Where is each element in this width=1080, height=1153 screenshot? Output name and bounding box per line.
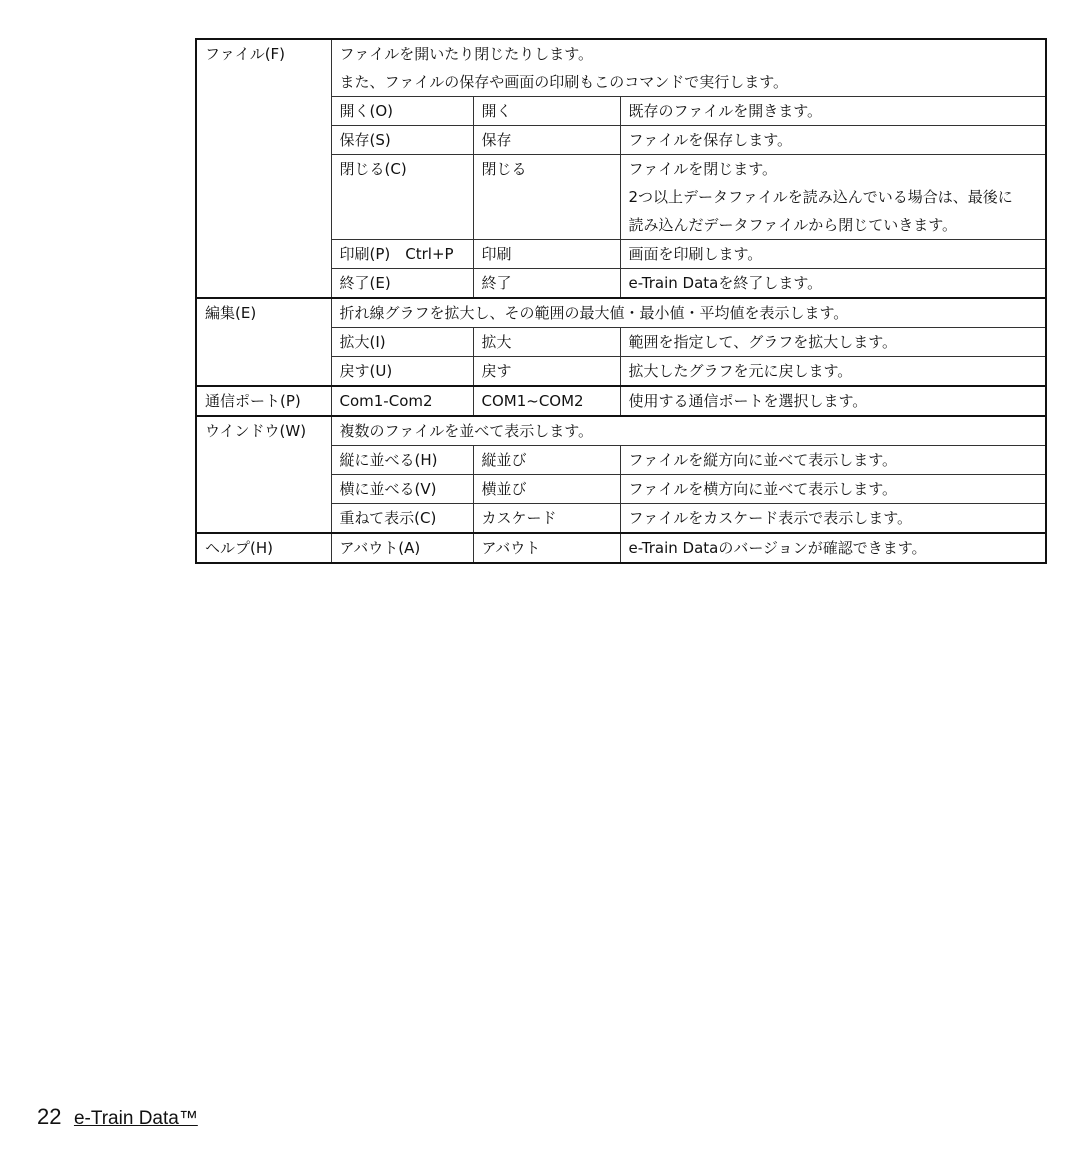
toolbar-cell: 終了 [473,269,620,299]
toolbar-cell: 閉じる [473,155,620,240]
toolbar-cell: 開く [473,97,620,126]
toolbar-cell: アバウト [473,533,620,563]
description-cell: 既存のファイルを開きます。 [620,97,1046,126]
page-footer [37,1104,198,1130]
command-cell: 開く(O) [331,97,473,126]
description-cell: 使用する通信ポートを選択します。 [620,386,1046,416]
description-cell: e-Train Dataのバージョンが確認できます。 [620,533,1046,563]
file-description: ファイルを開いたり閉じたりします。 [331,39,1046,68]
command-cell: 印刷(P) Ctrl+P [331,240,473,269]
command-cell: 終了(E) [331,269,473,299]
edit-description: 折れ線グラフを拡大し、その範囲の最大値・最小値・平均値を表示します。 [331,298,1046,328]
description-cell: ファイルを横方向に並べて表示します。 [620,475,1046,504]
table-row [196,298,1046,328]
command-cell: 保存(S) [331,126,473,155]
page-number: 22 [37,1104,62,1129]
table-row [196,386,1046,416]
menu-name-edit: 編集(E) [196,298,331,386]
menu-name-help: ヘルプ(H) [196,533,331,563]
toolbar-cell: 戻す [473,357,620,387]
toolbar-cell: 縦並び [473,446,620,475]
description-cell-continued: 2つ以上データファイルを読み込んでいる場合は、最後に [620,183,1046,211]
file-description-continued: また、ファイルの保存や画面の印刷もこのコマンドで実行します。 [331,68,1046,97]
toolbar-cell: 印刷 [473,240,620,269]
command-cell: 横に並べる(V) [331,475,473,504]
command-cell: 戻す(U) [331,357,473,387]
command-cell: Com1-Com2 [331,386,473,416]
description-cell: e-Train Dataを終了します。 [620,269,1046,299]
toolbar-cell: 保存 [473,126,620,155]
description-cell-continued: 読み込んだデータファイルから閉じていきます。 [620,211,1046,240]
menu-name-file: ファイル(F) [196,39,331,298]
menu-name-port: 通信ポート(P) [196,386,331,416]
description-cell: 画面を印刷します。 [620,240,1046,269]
description-cell: ファイルを閉じます。 [620,155,1046,184]
toolbar-cell: カスケード [473,504,620,534]
command-cell: 重ねて表示(C) [331,504,473,534]
menu-name-window: ウインドウ(W) [196,416,331,533]
window-description: 複数のファイルを並べて表示します。 [331,416,1046,446]
description-cell: ファイルを保存します。 [620,126,1046,155]
command-cell: 閉じる(C) [331,155,473,240]
toolbar-cell: COM1~COM2 [473,386,620,416]
description-cell: 拡大したグラフを元に戻します。 [620,357,1046,387]
table-row [196,416,1046,446]
table-row [196,39,1046,68]
command-cell: アバウト(A) [331,533,473,563]
description-cell: ファイルを縦方向に並べて表示します。 [620,446,1046,475]
menu-reference-table [195,38,1047,564]
toolbar-cell: 横並び [473,475,620,504]
command-cell: 拡大(I) [331,328,473,357]
command-cell: 縦に並べる(H) [331,446,473,475]
toolbar-cell: 拡大 [473,328,620,357]
product-name: e-Train Data™ [73,1108,198,1129]
description-cell: 範囲を指定して、グラフを拡大します。 [620,328,1046,357]
description-cell: ファイルをカスケード表示で表示します。 [620,504,1046,534]
table-row [196,533,1046,563]
